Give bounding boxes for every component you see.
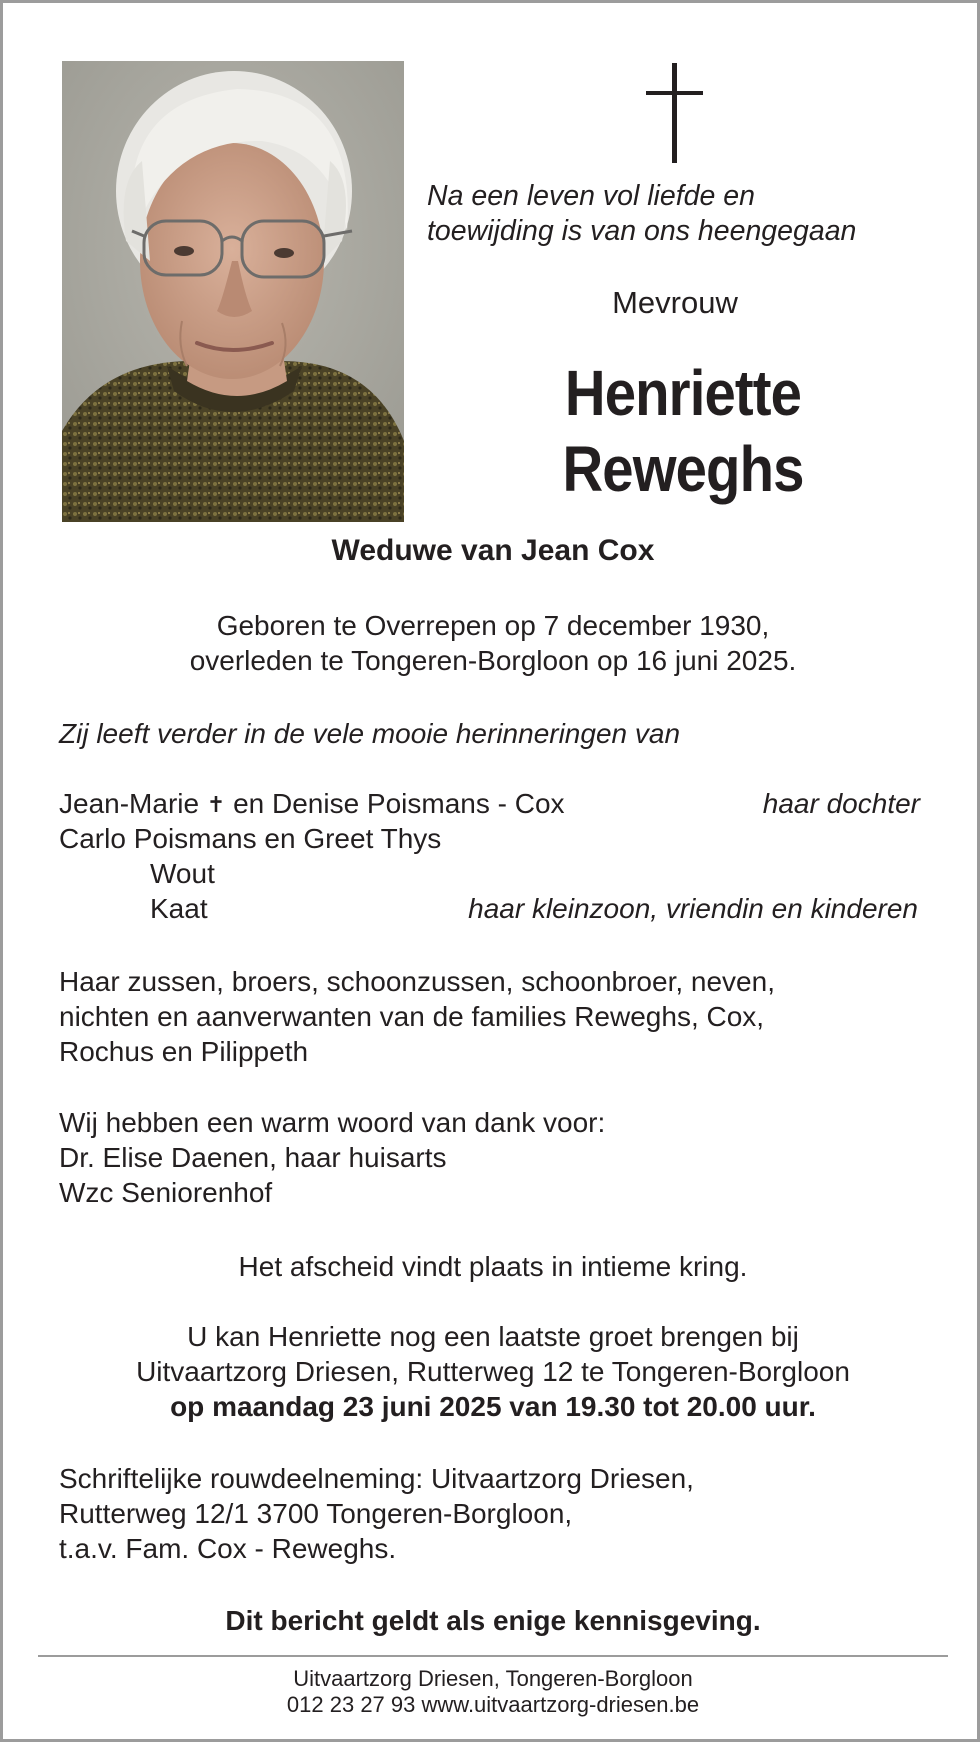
footer-divider — [38, 1655, 948, 1657]
birth-line: Geboren te Overrepen op 7 december 1930, — [216, 610, 770, 641]
footer-line: 012 23 27 93 www.uitvaartzorg-driesen.be — [286, 1692, 700, 1717]
relatives-line: Rochus en Pilippeth — [59, 1036, 309, 1067]
family-member: en Denise Poismans - Cox — [233, 788, 565, 819]
family-role: haar kleinzoon, vriendin en kinderen — [468, 893, 918, 924]
footer-line: Uitvaartzorg Driesen, Tongeren-Borgloon — [293, 1666, 693, 1691]
family-row: Kaat — [150, 893, 208, 924]
death-line: overleden te Tongeren-Borgloon op 16 juni 2025. — [189, 645, 797, 676]
visit-time: op maandag 23 juni 2025 van 19.30 tot 20.00 uur. — [170, 1391, 816, 1422]
small-cross-icon: ✝ — [206, 792, 226, 817]
deceased-name — [507, 355, 859, 507]
farewell-line: Het afscheid vindt plaats in intieme kring. — [238, 1251, 748, 1282]
family-role: haar dochter — [762, 788, 920, 819]
cross-icon — [646, 63, 703, 163]
family-member: Jean-Marie — [59, 788, 200, 819]
memories-intro: Zij leeft verder in de vele mooie herinneringen van — [59, 718, 681, 749]
portrait-photo — [62, 61, 404, 522]
intro-text — [427, 179, 927, 249]
intro-line: toewijding is van ons heengegaan — [427, 215, 857, 247]
visit-line: U kan Henriette nog een laatste groet brengen bij — [187, 1321, 799, 1352]
relatives-line: nichten en aanverwanten van de families Reweghs, Cox, — [59, 1001, 765, 1032]
condolence-line: Rutterweg 12/1 3700 Tongeren-Borgloon, — [59, 1498, 573, 1529]
thanks-line: Wzc Seniorenhof — [59, 1177, 273, 1208]
notice-line: Dit bericht geldt als enige kennisgeving. — [225, 1605, 761, 1636]
visit-line: Uitvaartzorg Driesen, Rutterweg 12 te Tongeren-Borgloon — [136, 1356, 850, 1387]
salutation: Mevrouw — [612, 285, 738, 320]
family-row — [59, 788, 565, 820]
last-name: Reweghs — [562, 433, 804, 505]
condolence-line: Schriftelijke rouwdeelneming: Uitvaartzorg Driesen, — [59, 1463, 694, 1494]
thanks-line: Wij hebben een warm woord van dank voor: — [59, 1107, 606, 1138]
widow-line: Weduwe van Jean Cox — [331, 534, 655, 567]
first-name: Henriette — [564, 357, 802, 429]
family-row: Carlo Poismans en Greet Thys — [59, 823, 442, 854]
intro-line: Na een leven vol liefde en — [427, 180, 755, 212]
condolence-line: t.a.v. Fam. Cox - Reweghs. — [59, 1533, 397, 1564]
thanks-line: Dr. Elise Daenen, haar huisarts — [59, 1142, 447, 1173]
family-row: Wout — [150, 858, 215, 889]
relatives-line: Haar zussen, broers, schoonzussen, schoonbroer, neven, — [59, 966, 775, 997]
